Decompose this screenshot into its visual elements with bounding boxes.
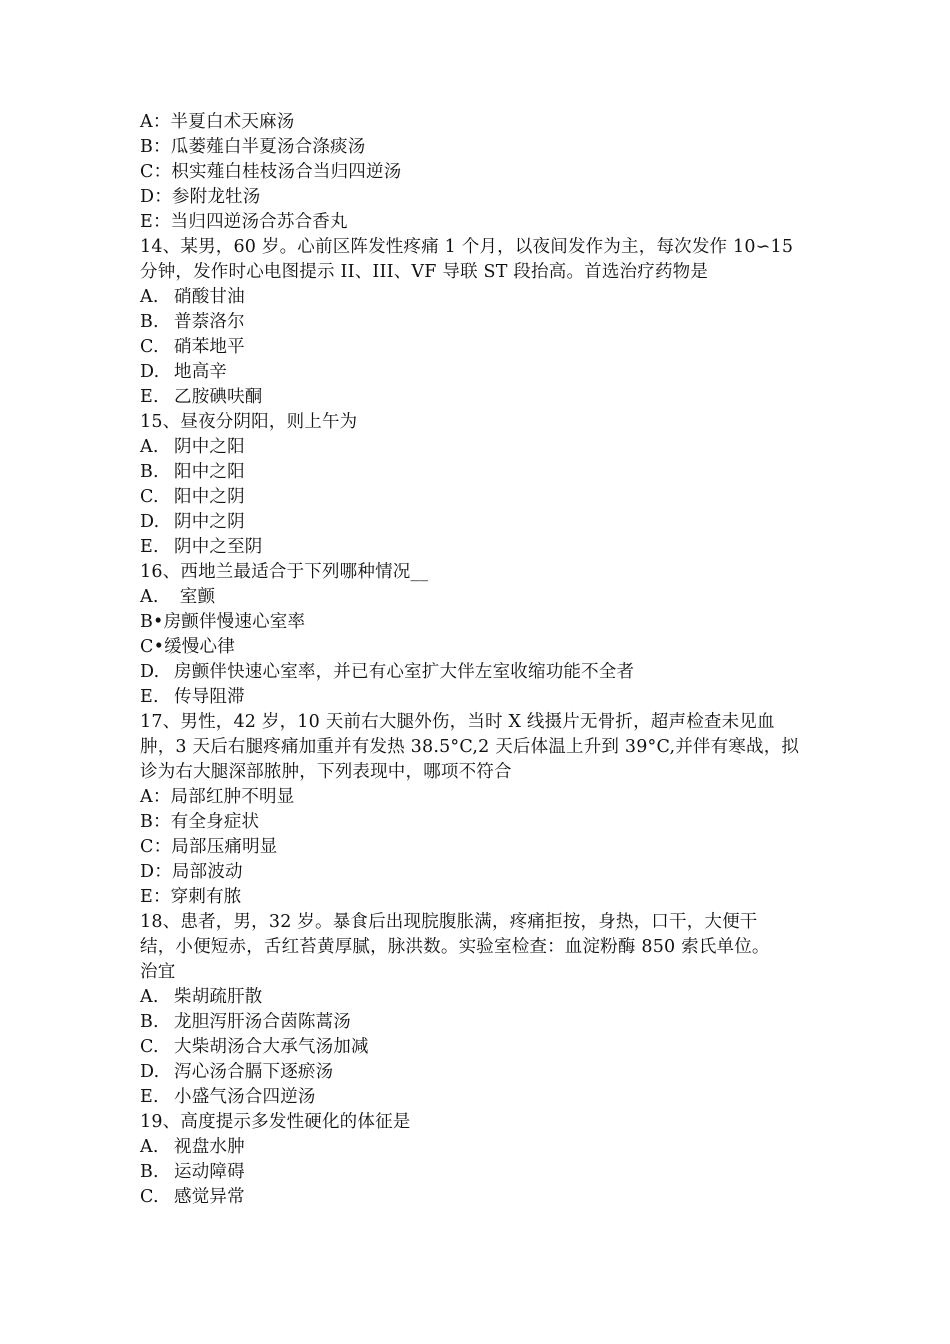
option-line: B：有全身症状 <box>140 812 260 832</box>
option-line: B：瓜蒌薤白半夏汤合涤痰汤 <box>140 137 366 157</box>
question-line: 治宜 <box>140 962 176 982</box>
question-line: 结，小便短赤，舌红苔黄厚腻，脉洪数。实验室检查：血淀粉酶 850 索氏单位。 <box>140 937 770 957</box>
option-line: D. 阴中之阴 <box>140 512 245 532</box>
option-line: E. 传导阻滞 <box>140 687 245 707</box>
option-line: E：当归四逆汤合苏合香丸 <box>140 212 348 232</box>
option-line: E. 小盛气汤合四逆汤 <box>140 1087 316 1107</box>
question-line: 分钟，发作时心电图提示 II、III、VF 导联 ST 段抬高。首选治疗药物是 <box>140 262 709 282</box>
question-line: 诊为右大腿深部脓肿，下列表现中，哪项不符合 <box>140 762 512 782</box>
option-line: C•缓慢心律 <box>140 637 235 657</box>
question-line: 15、昼夜分阴阳，则上午为 <box>140 412 358 432</box>
option-line: D. 房颤伴快速心室率，并已有心室扩大伴左室收缩功能不全者 <box>140 662 635 682</box>
option-line: A. 视盘水肿 <box>140 1137 245 1157</box>
question-line: 16、西地兰最适合于下列哪种情况__ <box>140 562 429 582</box>
option-line: B. 龙胆泻肝汤合茵陈蒿汤 <box>140 1012 351 1032</box>
option-line: D：局部波动 <box>140 862 243 882</box>
option-line: A：局部红肿不明显 <box>140 787 295 807</box>
document-page <box>140 110 820 1210</box>
option-line: B. 普萘洛尔 <box>140 312 245 332</box>
option-line: E. 阴中之至阴 <box>140 537 263 557</box>
option-line: E：穿刺有脓 <box>140 887 242 907</box>
option-line: C：枳实薤白桂枝汤合当归四逆汤 <box>140 162 402 182</box>
question-line: 肿，3 天后右腿疼痛加重并有发热 38.5°C,2 天后体温上升到 39°C,并伴有寒战，拟 <box>140 737 800 757</box>
option-line: D. 泻心汤合膈下逐瘀汤 <box>140 1062 334 1082</box>
option-line: C：局部压痛明显 <box>140 837 278 857</box>
option-line: A. 硝酸甘油 <box>140 287 245 307</box>
question-line: 18、患者，男，32 岁。暴食后出现脘腹胀满，疼痛拒按，身热，口干，大便干 <box>140 912 758 932</box>
option-line: D. 地高辛 <box>140 362 228 382</box>
option-line: C. 感觉异常 <box>140 1187 245 1207</box>
option-line: A. 阴中之阳 <box>140 437 245 457</box>
option-line: C. 大柴胡汤合大承气汤加减 <box>140 1037 369 1057</box>
option-line: E. 乙胺碘呋酮 <box>140 387 263 407</box>
option-line: B. 阳中之阳 <box>140 462 245 482</box>
option-line: C. 阳中之阴 <box>140 487 245 507</box>
question-line: 19、高度提示多发性硬化的体征是 <box>140 1112 411 1132</box>
option-line: B•房颤伴慢速心室率 <box>140 612 306 632</box>
question-line: 14、某男，60 岁。心前区阵发性疼痛 1 个月，以夜间发作为主，每次发作 10∽15 <box>140 237 794 257</box>
option-line: A. 室颤 <box>140 587 216 607</box>
option-line: A：半夏白术天麻汤 <box>140 112 295 132</box>
option-line: A. 柴胡疏肝散 <box>140 987 263 1007</box>
question-line: 17、男性，42 岁，10 天前右大腿外伤，当时 X 线摄片无骨折，超声检查未见血 <box>140 712 775 732</box>
option-line: D：参附龙牡汤 <box>140 187 261 207</box>
option-line: C. 硝苯地平 <box>140 337 245 357</box>
option-line: B. 运动障碍 <box>140 1162 245 1182</box>
